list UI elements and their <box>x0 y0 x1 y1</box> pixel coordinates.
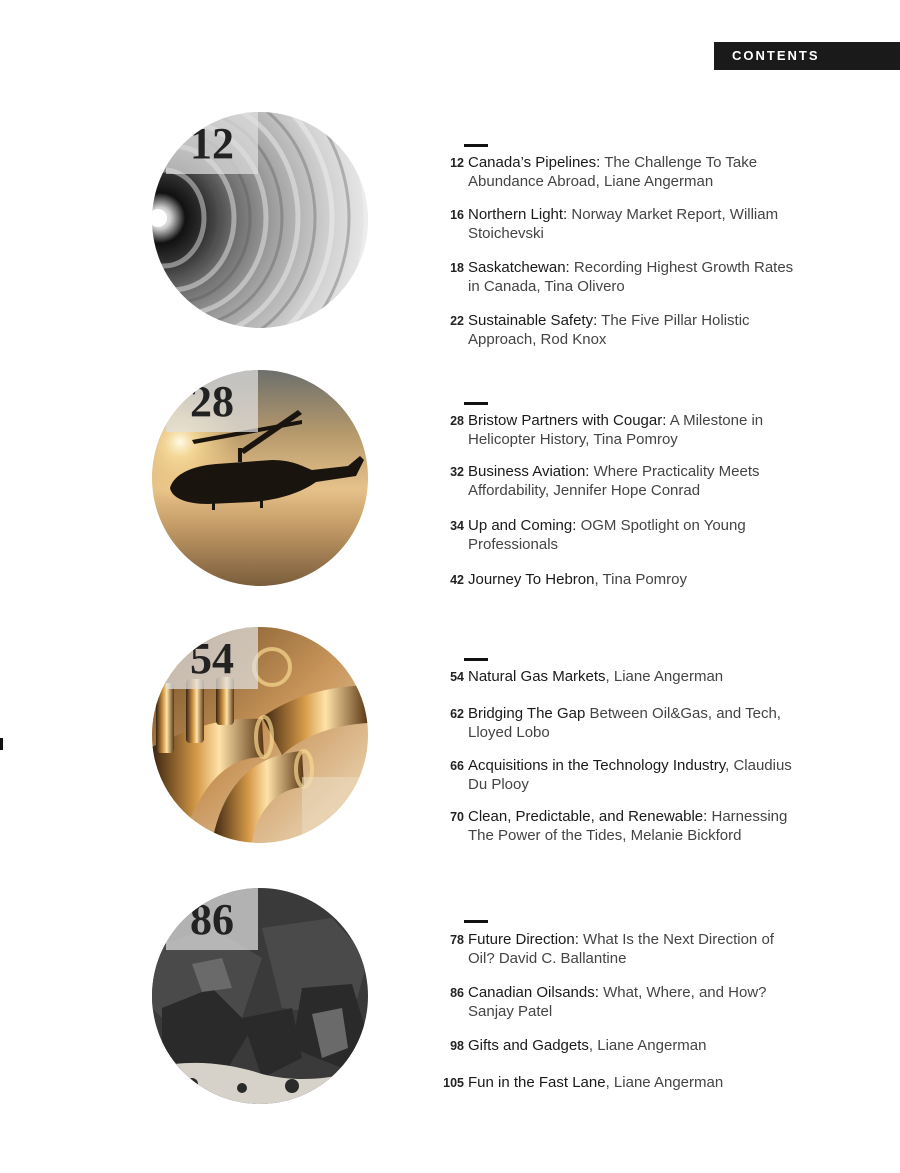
toc-title: Future Direction: <box>468 931 579 948</box>
toc-title: Acquisitions in the Technology Industry <box>468 757 726 774</box>
toc-subtitle: A Milestone in Helicopter History, Tina Pomroy <box>468 412 764 448</box>
section-dash <box>464 920 488 923</box>
toc-entry[interactable] <box>440 463 800 500</box>
toc-page-number: 62 <box>450 707 464 721</box>
toc-title: Saskatchewan: <box>468 259 570 276</box>
toc-page-number: 78 <box>450 933 464 947</box>
toc-title: Bridging The Gap <box>468 705 586 722</box>
toc-title: Business Aviation: <box>468 463 590 480</box>
toc-page-number: 66 <box>450 759 464 773</box>
toc-entry[interactable] <box>440 412 800 449</box>
toc-page-number: 86 <box>450 986 464 1000</box>
toc-page-number: 28 <box>450 414 464 428</box>
toc-title: Journey To Hebron <box>468 571 595 588</box>
toc-subtitle: , Liane Angerman <box>605 668 724 685</box>
toc-subtitle: Norway Market Report, William Stoichevski <box>468 206 779 242</box>
toc-title: Up and Coming: <box>468 517 577 534</box>
toc-entry[interactable] <box>440 206 800 243</box>
toc-subtitle: What Is the Next Direction of Oil? David C. Ballantine <box>468 931 774 967</box>
toc-entry[interactable] <box>440 1037 800 1056</box>
toc-subtitle: What, Where, and How? Sanjay Patel <box>468 984 767 1020</box>
toc-subtitle: , Claudius Du Plooy <box>468 757 792 793</box>
toc-entry[interactable] <box>440 1074 800 1093</box>
toc-entry[interactable] <box>440 154 800 191</box>
toc-page-number: 12 <box>450 156 464 170</box>
toc-page-number: 54 <box>450 670 464 684</box>
toc-page-number: 16 <box>450 208 464 222</box>
contents-header: CONTENTS <box>714 42 900 70</box>
toc-entry[interactable] <box>440 312 800 349</box>
toc-subtitle: Between Oil&Gas, and Tech, Lloyed Lobo <box>468 705 781 741</box>
toc-page-number: 32 <box>450 465 464 479</box>
section-image-helicopter <box>152 370 368 586</box>
toc-page-number: 42 <box>450 573 464 587</box>
section-image-oilsands <box>152 888 368 1104</box>
toc-subtitle: Recording Highest Growth Rates in Canada, Tina Olivero <box>468 259 794 295</box>
toc-subtitle: OGM Spotlight on Young Professionals <box>468 517 746 553</box>
toc-page-number: 70 <box>450 810 464 824</box>
toc-title: Natural Gas Markets <box>468 668 606 685</box>
toc-title: Canada’s Pipelines: <box>468 154 601 171</box>
toc-title: Gifts and Gadgets <box>468 1037 589 1054</box>
toc-subtitle: Harnessing The Power of the Tides, Melanie Bickford <box>468 808 788 844</box>
toc-page-number: 98 <box>450 1039 464 1053</box>
section-image-pipeline <box>152 112 368 328</box>
toc-entry[interactable] <box>440 571 800 590</box>
section-dash <box>464 658 488 661</box>
toc-title: Fun in the Fast Lane <box>468 1074 606 1091</box>
toc-title: Canadian Oilsands: <box>468 984 599 1001</box>
toc-subtitle: Where Practicality Meets Affordability, Jennifer Hope Conrad <box>468 463 760 499</box>
toc-title: Sustainable Safety: <box>468 312 598 329</box>
toc-page-number: 22 <box>450 314 464 328</box>
toc-title: Northern Light: <box>468 206 568 223</box>
section-image-gas-pipes <box>152 627 368 843</box>
toc-entry[interactable] <box>440 931 800 968</box>
toc-subtitle: The Five Pillar Holistic Approach, Rod Knox <box>468 312 750 348</box>
toc-entry[interactable] <box>440 668 800 687</box>
toc-subtitle: The Challenge To Take Abundance Abroad, Liane Angerman <box>468 154 758 190</box>
section-dash <box>464 144 488 147</box>
toc-page-number: 18 <box>450 261 464 275</box>
section-badge: 86 <box>166 888 258 950</box>
toc-title: Clean, Predictable, and Renewable: <box>468 808 708 825</box>
toc-entry[interactable] <box>440 757 800 794</box>
section-badge: 28 <box>166 370 258 432</box>
toc-subtitle: , Tina Pomroy <box>594 571 688 588</box>
toc-page-number: 34 <box>450 519 464 533</box>
toc-subtitle: , Liane Angerman <box>605 1074 724 1091</box>
toc-entry[interactable] <box>440 259 800 296</box>
page-edge-mark <box>0 738 3 750</box>
section-badge: 12 <box>166 112 258 174</box>
toc-entry[interactable] <box>440 705 800 742</box>
section-dash <box>464 402 488 405</box>
toc-subtitle: , Liane Angerman <box>588 1037 707 1054</box>
section-badge: 54 <box>166 627 258 689</box>
toc-entry[interactable] <box>440 808 800 845</box>
toc-entry[interactable] <box>440 517 800 554</box>
toc-page-number: 105 <box>443 1076 464 1090</box>
toc-title: Bristow Partners with Cougar: <box>468 412 667 429</box>
toc-entry[interactable] <box>440 984 800 1021</box>
